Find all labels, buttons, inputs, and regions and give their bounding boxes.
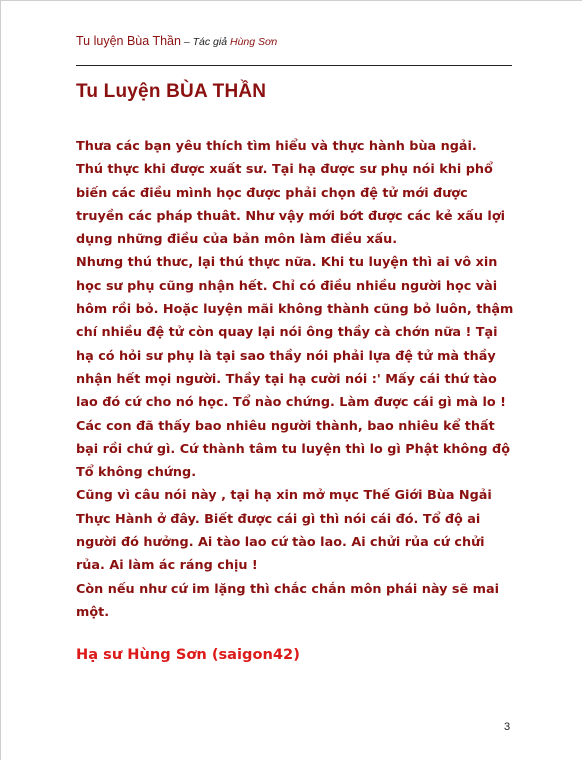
- body-line: Thú thực khi được xuất sư. Tại hạ được sư phụ nói khi phổ: [76, 162, 493, 178]
- chapter-title: Tu Luyện BÙA THẦN: [76, 81, 267, 102]
- header-author-name: Hùng Sơn: [229, 36, 278, 48]
- header-rule: [76, 65, 512, 66]
- page-number: 3: [504, 721, 511, 733]
- body-line: truyền các pháp thuât. Như vậy mới bớt được các kẻ xấu lợi: [76, 208, 505, 224]
- body-line: Thưa các bạn yêu thích tìm hiểu và thực hành bùa ngải.: [76, 139, 477, 154]
- body-line: Cũng vì câu nói này , tại hạ xin mở mục Thế Giới Bùa Ngải: [76, 488, 492, 504]
- body-line: dụng những điều của bản môn làm điều xấu.: [76, 232, 398, 248]
- body-line: nhận hết mọi người. Thầy tại hạ cười nói :' Mấy cái thứ tào: [76, 371, 497, 387]
- body-text: [76, 135, 516, 624]
- body-line: Nhưng thú thưc, lại thú thực nữa. Khi tu luyện thì ai vô xin: [76, 255, 498, 271]
- body-line: bại rồi chứ gì. Cứ thành tâm tu luyện thì lo gì Phật không độ: [76, 441, 511, 457]
- body-line: chí nhiều đệ tử còn quay lại nói ông thầy cà chớn nữa ! Tại: [76, 325, 498, 341]
- body-line: lao đó cứ cho nó học. Tổ nào chứng. Làm được cái gì mà lo !: [76, 395, 506, 411]
- signature: Hạ sư Hùng Sơn (saigon42): [76, 646, 300, 663]
- body-line: Thực Hành ở đây. Biết được cái gì thì nói cái đó. Tổ độ ai: [76, 511, 481, 527]
- body-line: biến các điều mình học được phải chọn đệ tử mới được: [76, 185, 468, 201]
- header-separator: –: [180, 36, 193, 48]
- body-line: Tổ không chứng.: [76, 465, 197, 481]
- body-line: một.: [76, 604, 110, 620]
- running-header: [76, 34, 277, 48]
- body-line: rủa. Ai làm ác ráng chịu !: [76, 558, 258, 574]
- body-line: học sư phụ cũng nhận hết. Chỉ có điều nhiều người học vài: [76, 278, 498, 294]
- body-line: hạ có hỏi sư phụ là tại sao thầy nói phải lựa đệ tử mà thầy: [76, 348, 496, 364]
- body-line: Còn nếu như cứ im lặng thì chắc chắn môn phái này sẽ mai: [76, 581, 499, 597]
- header-author-label: Tác giả: [192, 36, 230, 48]
- body-line: Các con đã thấy bao nhiêu người thành, bao nhiêu kể thất: [76, 418, 495, 434]
- body-line: người đó hưởng. Ai tào lao cứ tào lao. Ai chửi rủa cứ chửi: [76, 535, 485, 551]
- body-line: hôm rồi bỏ. Hoặc luyện mãi không thành cũng bỏ luôn, thậm: [76, 302, 514, 318]
- header-book-title: Tu luyện Bùa Thần: [76, 34, 181, 48]
